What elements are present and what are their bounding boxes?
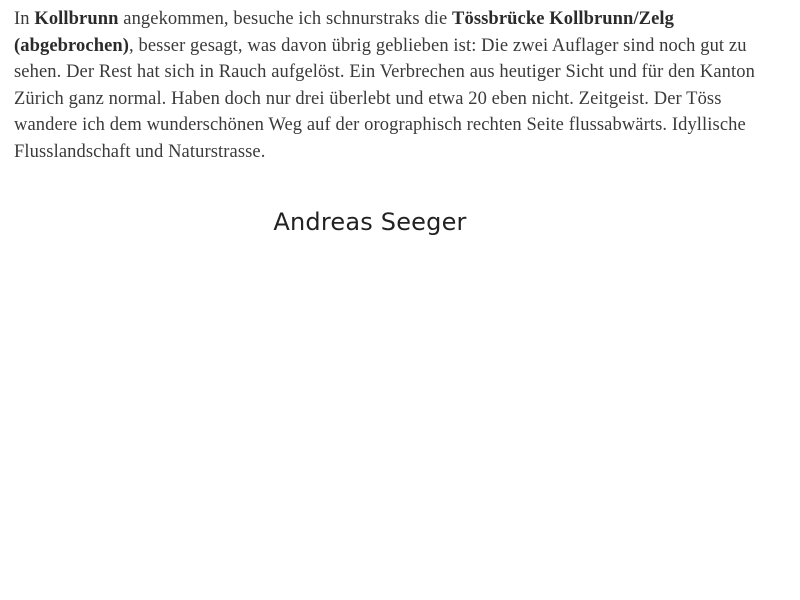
paragraph-text: angekommen, besuche ich schnurstraks die [118,9,453,29]
paragraph-emphasis: Kollbrunn [34,9,119,29]
paragraph-text: In [14,9,35,29]
signature-block [14,208,786,236]
paragraph-emphasis: Tössbrücke Kollbrunn/Zelg (abgebrochen) [14,9,675,56]
signature-name: Andreas Seeger [273,207,467,236]
body-paragraph [14,6,786,166]
paragraph-text: , besser gesagt, was davon übrig geblieben ist: Die zwei Auflager sind noch gut zu sehen. Der Rest hat sich in Rauch aufgelöst. Ein Verbrechen aus heutiger Sicht und für den Kanton Zürich ganz normal. Haben doch nur drei überlebt und etwa 20 eben nicht. Zeitgeist. Der Töss wandere ich dem wunderschönen Weg auf der orographisch rechten Seite flussabwärts. Idyllische Flusslandschaft und Naturstrasse. [14,35,755,162]
